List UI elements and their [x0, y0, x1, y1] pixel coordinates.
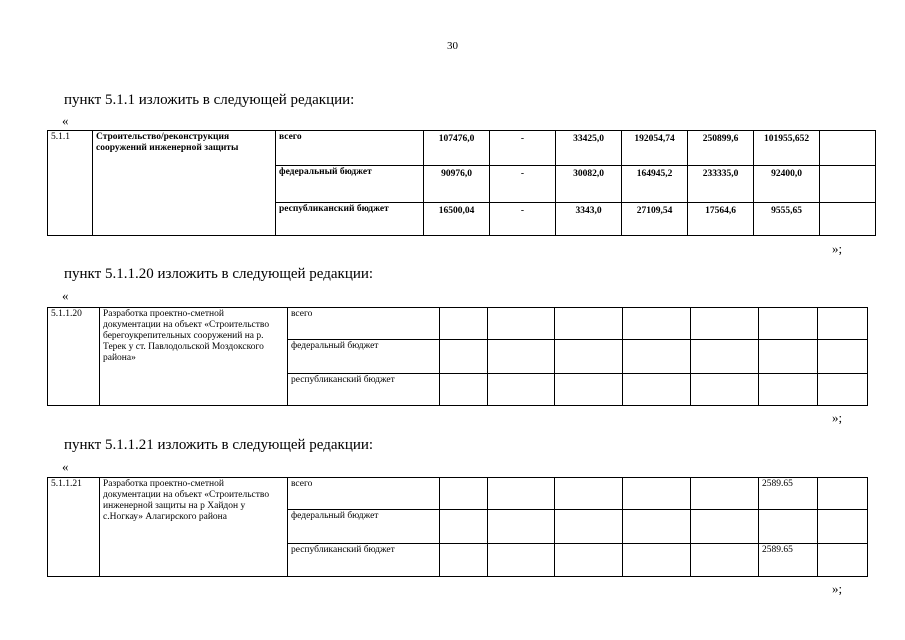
value-cell: 2589.65: [759, 478, 818, 510]
value-cell: [440, 544, 488, 577]
budget-table-5-1-1-21: [47, 477, 868, 577]
value-cell: [623, 308, 691, 340]
budget-table-5-1-1-20: [47, 307, 868, 406]
value-cell: [555, 478, 623, 510]
value-cell: [759, 340, 818, 374]
value-cell: [759, 374, 818, 406]
value-cell: 101955,652: [754, 131, 820, 166]
value-cell: [488, 340, 555, 374]
value-cell: [440, 478, 488, 510]
value-cell: 164945,2: [622, 166, 688, 203]
value-cell: [820, 166, 876, 203]
value-cell: [488, 478, 555, 510]
value-cell: [440, 340, 488, 374]
value-cell: [555, 374, 623, 406]
value-cell: [555, 544, 623, 577]
value-cell: [623, 374, 691, 406]
close-quote: »;: [832, 410, 843, 425]
value-cell: 92400,0: [754, 166, 820, 203]
value-cell: 27109,54: [622, 203, 688, 236]
funding-source: республиканский бюджет: [288, 374, 440, 406]
item-name: Разработка проектно-сметной документации на объект «Строительство инженерной защиты на р Хайдон у с.Ногкау» Алагирского района: [100, 478, 288, 577]
value-cell: [440, 510, 488, 544]
value-cell: [623, 544, 691, 577]
value-cell: [488, 510, 555, 544]
funding-source: всего: [288, 308, 440, 340]
value-cell: 250899,6: [688, 131, 754, 166]
value-cell: 3343,0: [556, 203, 622, 236]
value-cell: 233335,0: [688, 166, 754, 203]
open-quote: «: [62, 113, 69, 128]
value-cell: [488, 544, 555, 577]
value-cell: [818, 374, 868, 406]
value-cell: 33425,0: [556, 131, 622, 166]
item-name: Разработка проектно-сметной документации на объект «Строительство берегоукрепительных сооружений на р. Терек у ст. Павлодольской Моздокского района»: [100, 308, 288, 406]
value-cell: [818, 510, 868, 544]
value-cell: [623, 478, 691, 510]
funding-source: республиканский бюджет: [288, 544, 440, 577]
value-cell: 30082,0: [556, 166, 622, 203]
funding-source: республиканский бюджет: [276, 203, 424, 236]
value-cell: [691, 340, 759, 374]
value-cell: 90976,0: [424, 166, 490, 203]
page-number: 30: [447, 40, 458, 52]
section-heading: пункт 5.1.1.20 изложить в следующей редакции:: [64, 266, 374, 282]
value-cell: [691, 510, 759, 544]
value-cell: -: [490, 203, 556, 236]
value-cell: [818, 340, 868, 374]
funding-source: всего: [288, 478, 440, 510]
item-name: Строительство/реконструкция сооружений инженерной защиты: [93, 131, 276, 236]
value-cell: [818, 308, 868, 340]
open-quote: «: [62, 288, 69, 303]
value-cell: [691, 308, 759, 340]
section-heading: пункт 5.1.1 изложить в следующей редакции:: [64, 92, 355, 108]
value-cell: [488, 308, 555, 340]
item-code: 5.1.1.21: [48, 478, 100, 577]
item-code: 5.1.1: [48, 131, 93, 236]
value-cell: [818, 478, 868, 510]
open-quote: «: [62, 459, 69, 474]
value-cell: 17564,6: [688, 203, 754, 236]
value-cell: [555, 510, 623, 544]
value-cell: -: [490, 131, 556, 166]
budget-table-5-1-1: [47, 130, 876, 236]
value-cell: [759, 510, 818, 544]
close-quote: »;: [832, 581, 843, 596]
value-cell: [691, 374, 759, 406]
funding-source: федеральный бюджет: [276, 166, 424, 203]
value-cell: [820, 131, 876, 166]
value-cell: [820, 203, 876, 236]
value-cell: [623, 340, 691, 374]
value-cell: 192054,74: [622, 131, 688, 166]
value-cell: [555, 340, 623, 374]
value-cell: [759, 308, 818, 340]
value-cell: 9555,65: [754, 203, 820, 236]
funding-source: всего: [276, 131, 424, 166]
funding-source: федеральный бюджет: [288, 340, 440, 374]
value-cell: [691, 544, 759, 577]
value-cell: [488, 374, 555, 406]
close-quote: »;: [832, 241, 843, 256]
value-cell: 2589.65: [759, 544, 818, 577]
value-cell: 107476,0: [424, 131, 490, 166]
value-cell: [818, 544, 868, 577]
value-cell: 16500,04: [424, 203, 490, 236]
section-heading: пункт 5.1.1.21 изложить в следующей редакции:: [64, 437, 374, 453]
value-cell: [440, 308, 488, 340]
value-cell: [440, 374, 488, 406]
item-code: 5.1.1.20: [48, 308, 100, 406]
value-cell: -: [490, 166, 556, 203]
value-cell: [623, 510, 691, 544]
funding-source: федеральный бюджет: [288, 510, 440, 544]
value-cell: [555, 308, 623, 340]
value-cell: [691, 478, 759, 510]
